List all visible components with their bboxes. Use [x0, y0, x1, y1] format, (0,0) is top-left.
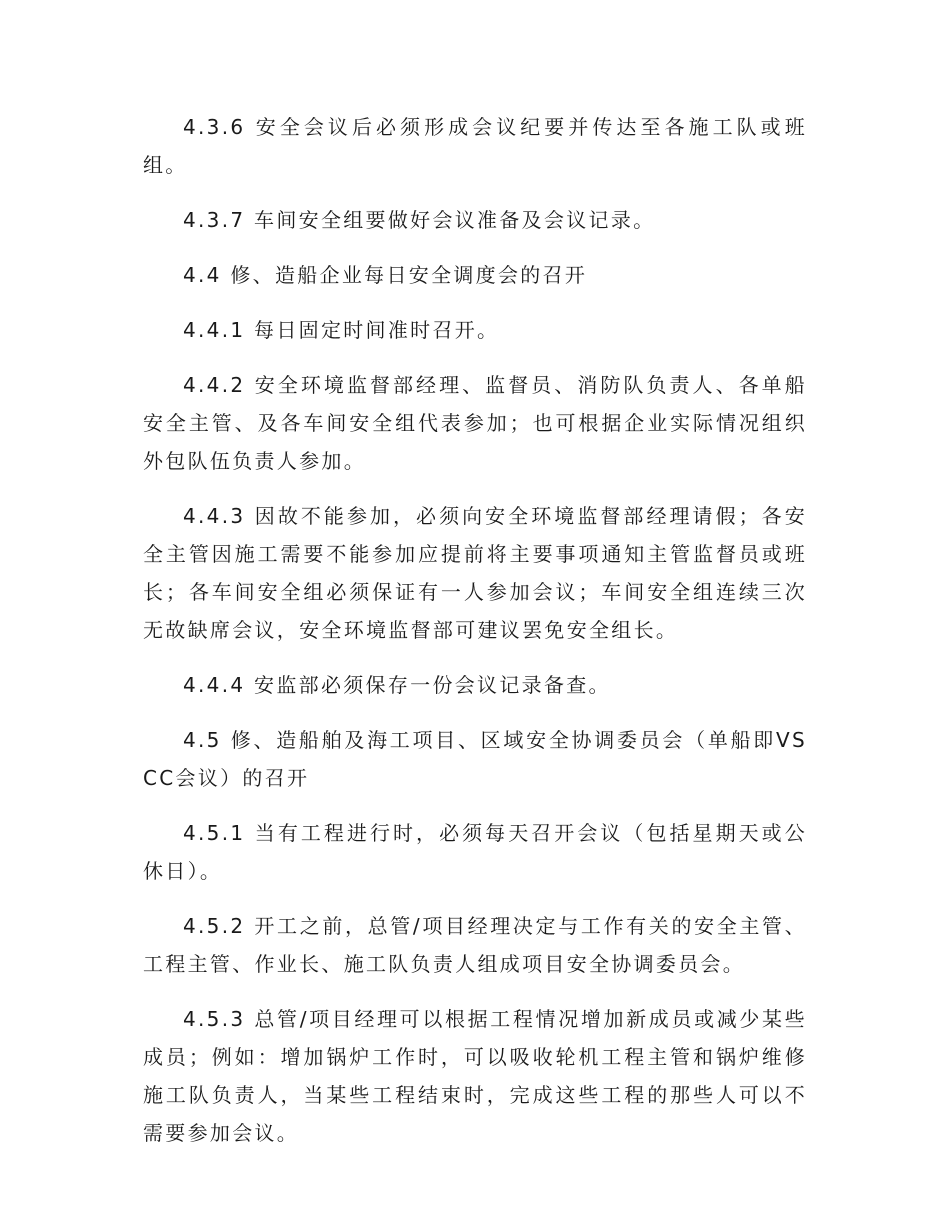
- section-heading-4-5: 4.5 修、造船舶及海工项目、区域安全协调委员会（单船即VSCC会议）的召开: [143, 728, 807, 790]
- paragraph-4-4-1: 4.4.1 每日固定时间准时召开。: [183, 318, 500, 342]
- paragraph-4-4-2: 4.4.2 安全环境监督部经理、监督员、消防队负责人、各单船安全主管、及各车间安全组代表参加；也可根据企业实际情况组织外包队伍负责人参加。: [143, 373, 807, 473]
- paragraph-4-5-3: 4.5.3 总管/项目经理可以根据工程情况增加新成员或减少某些成员；例如：增加锅炉工作时，可以吸收轮机工程主管和锅炉维修施工队负责人，当某些工程结束时，完成这些工程的那些人可以不需要参加会议。: [143, 1007, 807, 1145]
- paragraph-4-3-6: 4.3.6 安全会议后必须形成会议纪要并传达至各施工队或班组。: [143, 115, 807, 177]
- paragraph-4-4-3: 4.4.3 因故不能参加，必须向安全环境监督部经理请假；各安全主管因施工需要不能参加应提前将主要事项通知主管监督员或班长；各车间安全组必须保证有一人参加会议；车间安全组连续三次无故缺席会议，安全环境监督部可建议罢免安全组长。: [143, 504, 807, 642]
- paragraph-4-5-1: 4.5.1 当有工程进行时，必须每天召开会议（包括星期天或公休日）。: [143, 821, 807, 883]
- paragraph-4-5-2: 4.5.2 开工之前，总管/项目经理决定与工作有关的安全主管、工程主管、作业长、施工队负责人组成项目安全协调委员会。: [143, 914, 807, 976]
- section-heading-4-4: 4.4 修、造船企业每日安全调度会的召开: [183, 263, 588, 287]
- paragraph-4-4-4: 4.4.4 安监部必须保存一份会议记录备查。: [183, 673, 611, 697]
- document-body: [143, 108, 807, 1169]
- paragraph-4-3-7: 4.3.7 车间安全组要做好会议准备及会议记录。: [183, 208, 656, 232]
